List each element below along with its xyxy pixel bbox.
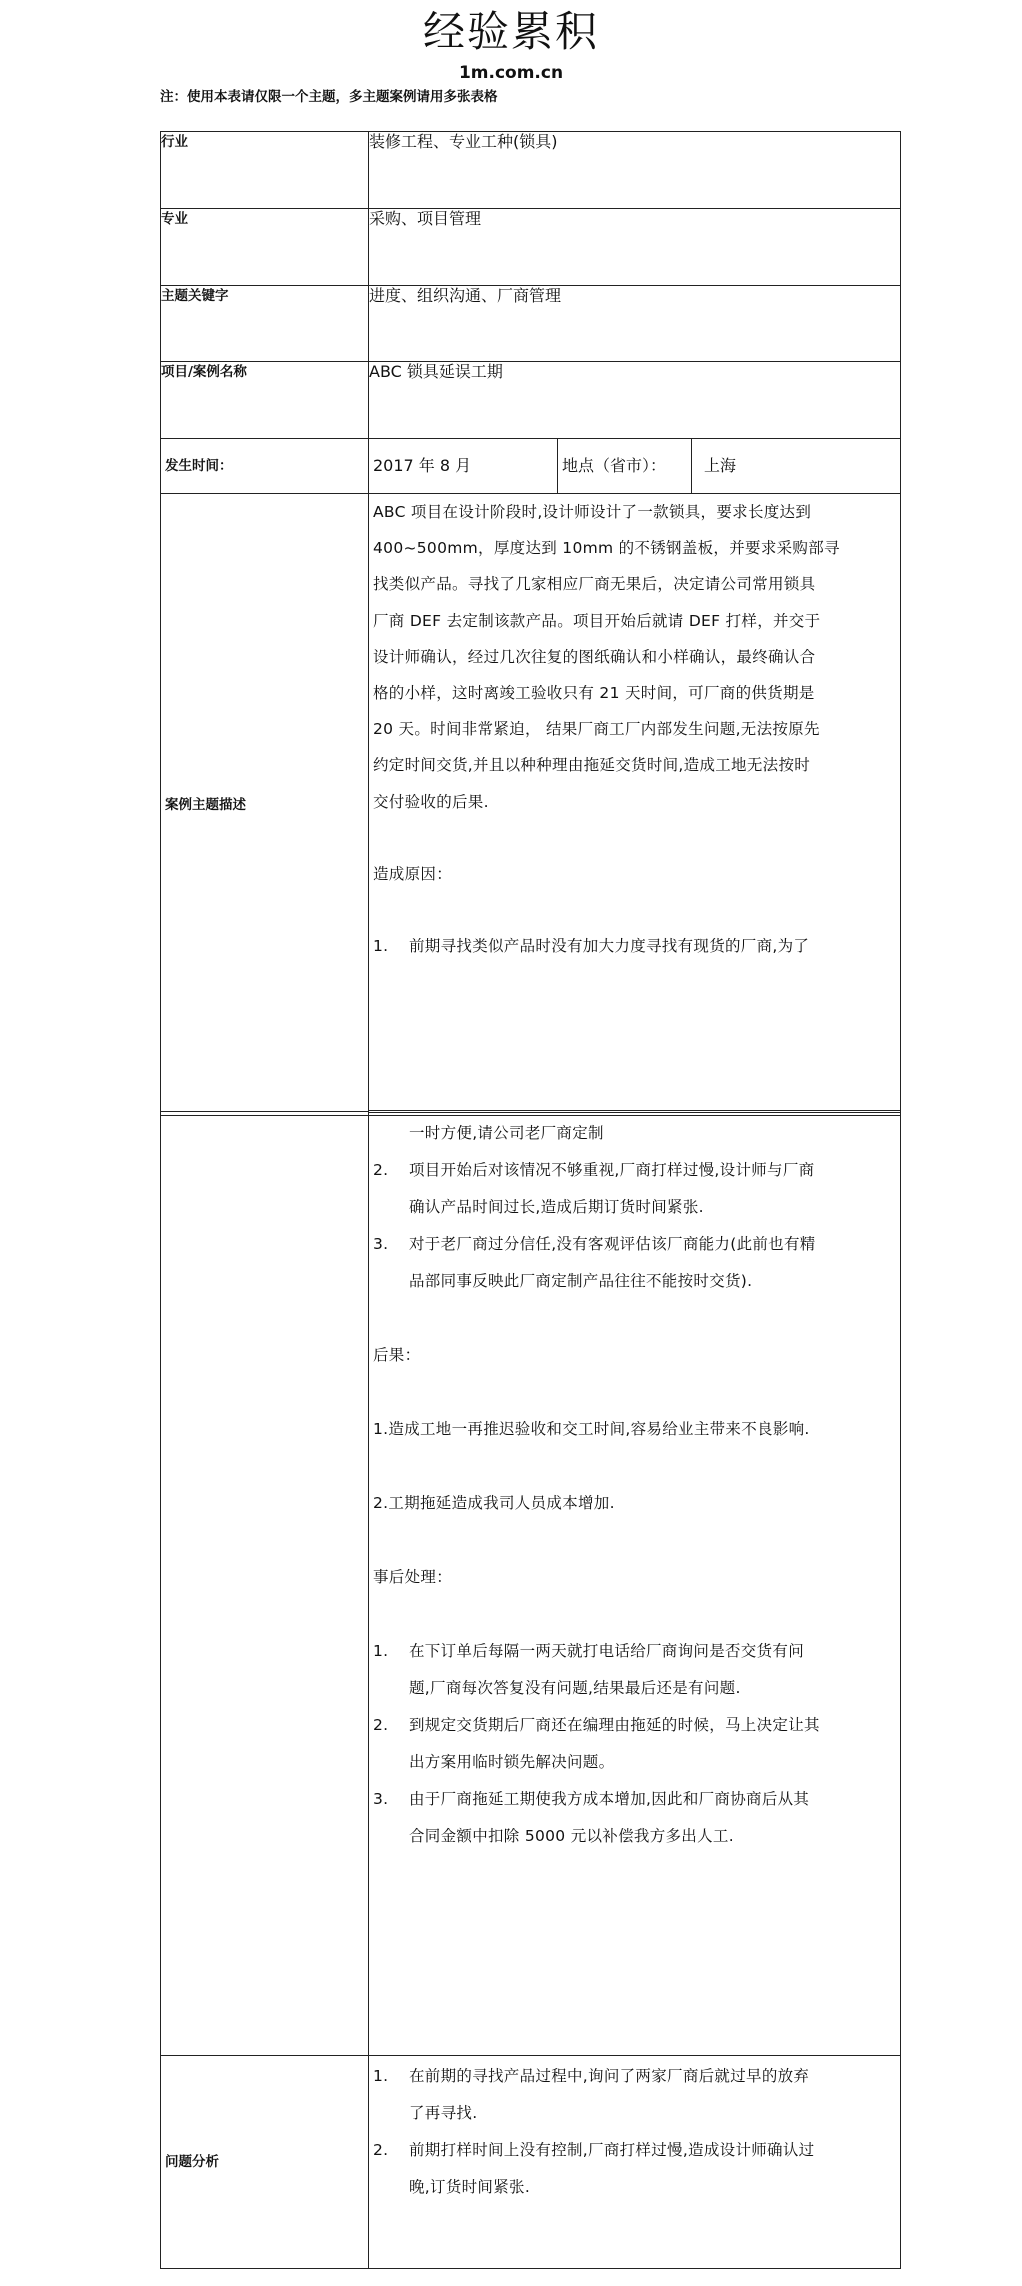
row-description-continued bbox=[161, 1112, 901, 2056]
list-text-continued: 出方案用临时锁先解决问题。 bbox=[409, 1753, 615, 1771]
consequence-item-2: 2.工期拖延造成我司人员成本增加. bbox=[373, 1494, 615, 1512]
list-text-continued: 确认产品时间过长,造成后期订货时间紧张. bbox=[409, 1198, 704, 1216]
list-text: 项目开始后对该情况不够重视,厂商打样过慢,设计师与厂商 bbox=[409, 1161, 815, 1179]
list-text: 由于厂商拖延工期使我方成本增加,因此和厂商协商后从其 bbox=[409, 1790, 810, 1808]
handling-item-2 bbox=[373, 1707, 896, 1744]
consequence-heading: 后果： bbox=[373, 1346, 421, 1364]
description-line: 找类似产品。寻找了几家相应厂商无果后，决定请公司常用锁具 bbox=[373, 575, 816, 594]
handling-item-3 bbox=[373, 1781, 896, 1818]
list-text: 到规定交货期后厂商还在编理由拖延的时候，马上决定让其 bbox=[409, 1716, 820, 1734]
handling-heading: 事后处理： bbox=[373, 1568, 453, 1586]
page-title: 经验累积 bbox=[422, 7, 599, 56]
case-table-top bbox=[160, 131, 901, 1116]
list-number: 1. bbox=[373, 1642, 389, 1660]
list-text: 对于老厂商过分信任,没有客观评估该厂商能力(此前也有精 bbox=[409, 1235, 816, 1253]
empty-label-cell bbox=[161, 1112, 369, 2056]
row-time bbox=[161, 439, 901, 494]
description-line: 20 天。时间非常紧迫， 结果厂商工厂内部发生问题,无法按原先 bbox=[373, 720, 820, 739]
usage-note: 注：使用本表请仅限一个主题，多主题案例请用多张表格 bbox=[160, 89, 498, 105]
cause-item-3 bbox=[373, 1226, 896, 1263]
list-text-continued: 晚,订货时间紧张. bbox=[409, 2178, 531, 2196]
handling-item-1 bbox=[373, 1633, 896, 1670]
analysis-cell bbox=[369, 2056, 901, 2269]
list-number: 1. bbox=[373, 937, 389, 956]
list-number: 2. bbox=[373, 1161, 389, 1179]
case-table-bottom bbox=[160, 1110, 901, 2269]
list-text-continued: 品部同事反映此厂商定制产品往往不能按时交货). bbox=[409, 1272, 753, 1290]
description-text bbox=[373, 494, 896, 964]
list-number: 2. bbox=[373, 1716, 389, 1734]
continuation-cell bbox=[369, 1112, 901, 2056]
row-keywords bbox=[161, 286, 901, 362]
site-watermark: 1m.com.cn bbox=[458, 63, 564, 83]
description-line: 格的小样，这时离竣工验收只有 21 天时间，可厂商的供货期是 bbox=[373, 684, 815, 703]
list-text-continued: 了再寻找. bbox=[409, 2104, 478, 2122]
time-label: 发生时间： bbox=[161, 439, 369, 494]
description-line: 400~500mm，厚度达到 10mm 的不锈钢盖板，并要求采购部寻 bbox=[373, 539, 840, 558]
industry-label: 行业 bbox=[161, 132, 369, 209]
list-text-continued: 合同金额中扣除 5000 元以补偿我方多出人工. bbox=[409, 1827, 734, 1845]
list-text: 前期寻找类似产品时没有加大力度寻找有现货的厂商,为了 bbox=[409, 937, 810, 956]
list-number: 3. bbox=[373, 1235, 389, 1253]
list-text-continued: 题,厂商每次答复没有问题,结果最后还是有问题. bbox=[409, 1679, 741, 1697]
list-text: 前期打样时间上没有控制,厂商打样过慢,造成设计师确认过 bbox=[409, 2141, 815, 2159]
description-line: 约定时间交货,并且以种种理由拖延交货时间,造成工地无法按时 bbox=[373, 756, 811, 775]
consequence-item-1: 1.造成工地一再推迟验收和交工时间,容易给业主带来不良影响. bbox=[373, 1420, 810, 1438]
description-cell bbox=[369, 494, 901, 1116]
cause-item-2 bbox=[373, 1152, 896, 1189]
row-profession bbox=[161, 209, 901, 286]
analysis-item-2 bbox=[373, 2132, 896, 2169]
description-line: 厂商 DEF 去定制该款产品。项目开始后就请 DEF 打样，并交于 bbox=[373, 611, 821, 630]
keywords-label: 主题关键字 bbox=[161, 286, 369, 362]
project-value: ABC 锁具延误工期 bbox=[369, 362, 901, 439]
place-value: 上海 bbox=[692, 439, 901, 494]
row-project bbox=[161, 362, 901, 439]
list-text: 在下订单后每隔一两天就打电话给厂商询问是否交货有问 bbox=[409, 1642, 805, 1660]
profession-value: 采购、项目管理 bbox=[369, 209, 901, 286]
cause-1-continued: 一时方便,请公司老厂商定制 bbox=[409, 1124, 604, 1142]
list-number: 3. bbox=[373, 1790, 389, 1808]
list-number: 1. bbox=[373, 2067, 389, 2085]
place-label: 地点（省市）： bbox=[558, 439, 692, 494]
analysis-item-1 bbox=[373, 2058, 896, 2095]
cause-item-1 bbox=[373, 928, 896, 964]
time-value: 2017 年 8 月 bbox=[369, 439, 558, 494]
project-label: 项目/案例名称 bbox=[161, 362, 369, 439]
row-analysis bbox=[161, 2056, 901, 2269]
row-description bbox=[161, 494, 901, 1116]
description-line: 设计师确认，经过几次往复的图纸确认和小样确认，最终确认合 bbox=[373, 647, 816, 666]
description-line: 交付验收的后果. bbox=[373, 792, 489, 811]
analysis-label: 问题分析 bbox=[161, 2056, 369, 2269]
industry-value: 装修工程、专业工种(锁具) bbox=[369, 132, 901, 209]
keywords-value: 进度、组织沟通、厂商管理 bbox=[369, 286, 901, 362]
profession-label: 专业 bbox=[161, 209, 369, 286]
row-industry bbox=[161, 132, 901, 209]
description-line: ABC 项目在设计阶段时,设计师设计了一款锁具，要求长度达到 bbox=[373, 503, 812, 521]
list-text: 在前期的寻找产品过程中,询问了两家厂商后就过早的放弃 bbox=[409, 2067, 810, 2085]
list-number: 2. bbox=[373, 2141, 389, 2159]
description-label: 案例主题描述 bbox=[161, 494, 369, 1116]
cause-heading: 造成原因： bbox=[373, 864, 453, 883]
